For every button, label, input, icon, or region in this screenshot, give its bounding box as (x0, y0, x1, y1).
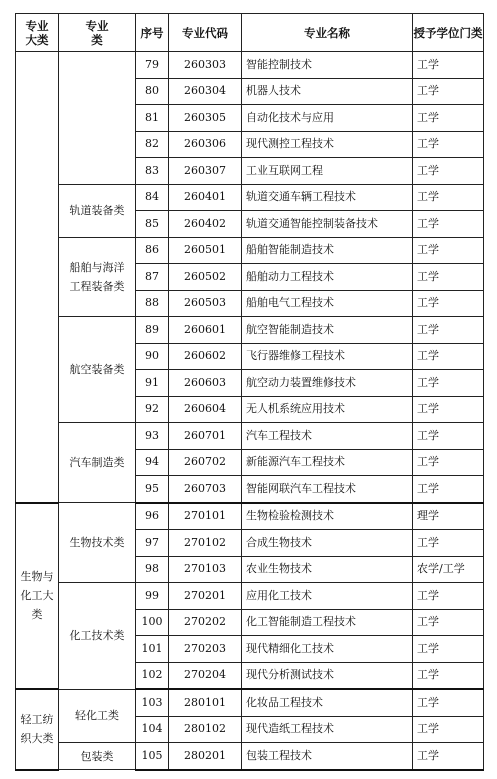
major-name-cell: 应用化工技术 (242, 583, 413, 610)
serial-no-cell: 104 (136, 716, 169, 743)
degree-cell: 工学 (413, 264, 484, 291)
serial-no-cell: 89 (136, 317, 169, 344)
major-code-cell: 260703 (169, 476, 242, 503)
serial-no-cell: 98 (136, 556, 169, 583)
serial-no-cell: 83 (136, 158, 169, 185)
degree-cell: 工学 (413, 211, 484, 238)
major-name-cell: 船舶动力工程技术 (242, 264, 413, 291)
category-cell: 生物技术类 (59, 503, 136, 583)
serial-no-cell: 85 (136, 211, 169, 238)
header-row (16, 14, 484, 52)
serial-no-cell: 90 (136, 343, 169, 370)
serial-no-cell: 86 (136, 237, 169, 264)
serial-no-cell: 80 (136, 78, 169, 105)
header-major-category: 专业 大类 (16, 14, 59, 52)
major-name-cell: 农业生物技术 (242, 556, 413, 583)
category-cell: 化工技术类 (59, 583, 136, 690)
degree-cell: 工学 (413, 105, 484, 132)
serial-no-cell: 94 (136, 449, 169, 476)
degree-cell: 工学 (413, 662, 484, 689)
header-degree: 授予学位门类 (413, 14, 484, 52)
major-code-cell: 260601 (169, 317, 242, 344)
major-name-cell: 生物检验检测技术 (242, 503, 413, 530)
major-category-cell (16, 52, 59, 503)
major-name-cell: 自动化技术与应用 (242, 105, 413, 132)
major-name-cell: 飞行器维修工程技术 (242, 343, 413, 370)
degree-cell: 理学 (413, 503, 484, 530)
major-code-cell: 260402 (169, 211, 242, 238)
major-name-cell: 轨道交通车辆工程技术 (242, 184, 413, 211)
major-name-cell: 船舶电气工程技术 (242, 290, 413, 317)
degree-cell: 农学/工学 (413, 556, 484, 583)
table-row (16, 689, 484, 716)
degree-cell: 工学 (413, 743, 484, 770)
major-name-cell: 汽车工程技术 (242, 423, 413, 450)
major-code-cell: 260306 (169, 131, 242, 158)
major-code-cell: 260602 (169, 343, 242, 370)
header-category: 专业 类 (59, 14, 136, 52)
category-cell: 轨道装备类 (59, 184, 136, 237)
degree-cell: 工学 (413, 636, 484, 663)
major-name-cell: 船舶智能制造技术 (242, 237, 413, 264)
major-name-cell: 轨道交通智能控制装备技术 (242, 211, 413, 238)
major-code-cell: 270203 (169, 636, 242, 663)
serial-no-cell: 103 (136, 689, 169, 716)
serial-no-cell: 100 (136, 609, 169, 636)
major-code-cell: 260604 (169, 396, 242, 423)
serial-no-cell: 82 (136, 131, 169, 158)
major-code-cell: 270201 (169, 583, 242, 610)
major-code-cell: 280101 (169, 689, 242, 716)
serial-no-cell: 97 (136, 530, 169, 557)
major-name-cell: 化妆品工程技术 (242, 689, 413, 716)
degree-cell: 工学 (413, 396, 484, 423)
table-row (16, 52, 484, 79)
degree-cell: 工学 (413, 52, 484, 79)
header-major-code: 专业代码 (169, 14, 242, 52)
major-name-cell: 现代测控工程技术 (242, 131, 413, 158)
major-category-cell: 轻工纺 织大类 (16, 689, 59, 770)
major-code-cell: 270103 (169, 556, 242, 583)
degree-cell: 工学 (413, 158, 484, 185)
major-name-cell: 无人机系统应用技术 (242, 396, 413, 423)
major-code-cell: 260304 (169, 78, 242, 105)
major-name-cell: 现代造纸工程技术 (242, 716, 413, 743)
major-name-cell: 智能控制技术 (242, 52, 413, 79)
major-name-cell: 新能源汽车工程技术 (242, 449, 413, 476)
degree-cell: 工学 (413, 317, 484, 344)
degree-cell: 工学 (413, 78, 484, 105)
table-row (16, 583, 484, 610)
serial-no-cell: 105 (136, 743, 169, 770)
category-cell: 航空装备类 (59, 317, 136, 423)
major-code-cell: 270204 (169, 662, 242, 689)
major-code-cell: 280102 (169, 716, 242, 743)
header-serial-no: 序号 (136, 14, 169, 52)
serial-no-cell: 88 (136, 290, 169, 317)
major-name-cell: 包装工程技术 (242, 743, 413, 770)
category-cell: 船舶与海洋 工程装备类 (59, 237, 136, 317)
degree-cell: 工学 (413, 423, 484, 450)
table-row (16, 423, 484, 450)
header-major-name: 专业名称 (242, 14, 413, 52)
major-code-cell: 260307 (169, 158, 242, 185)
serial-no-cell: 79 (136, 52, 169, 79)
category-cell (59, 52, 136, 185)
major-name-cell: 现代精细化工技术 (242, 636, 413, 663)
serial-no-cell: 87 (136, 264, 169, 291)
table-row (16, 237, 484, 264)
major-code-cell: 260503 (169, 290, 242, 317)
major-code-cell: 260702 (169, 449, 242, 476)
serial-no-cell: 96 (136, 503, 169, 530)
degree-cell: 工学 (413, 184, 484, 211)
major-name-cell: 智能网联汽车工程技术 (242, 476, 413, 503)
table-row (16, 317, 484, 344)
major-name-cell: 合成生物技术 (242, 530, 413, 557)
category-cell: 包装类 (59, 743, 136, 770)
serial-no-cell: 101 (136, 636, 169, 663)
major-name-cell: 现代分析测试技术 (242, 662, 413, 689)
major-code-cell: 260501 (169, 237, 242, 264)
degree-cell: 工学 (413, 716, 484, 743)
table-row (16, 184, 484, 211)
major-name-cell: 化工智能制造工程技术 (242, 609, 413, 636)
degree-cell: 工学 (413, 689, 484, 716)
degree-cell: 工学 (413, 449, 484, 476)
major-code-cell: 270202 (169, 609, 242, 636)
table-body (16, 52, 484, 770)
degree-cell: 工学 (413, 370, 484, 397)
major-code-cell: 280201 (169, 743, 242, 770)
serial-no-cell: 99 (136, 583, 169, 610)
degree-cell: 工学 (413, 476, 484, 503)
major-name-cell: 机器人技术 (242, 78, 413, 105)
degree-cell: 工学 (413, 609, 484, 636)
major-code-cell: 260701 (169, 423, 242, 450)
major-code-cell: 260305 (169, 105, 242, 132)
table-row (16, 503, 484, 530)
degree-cell: 工学 (413, 290, 484, 317)
degree-cell: 工学 (413, 583, 484, 610)
serial-no-cell: 102 (136, 662, 169, 689)
major-code-cell: 260401 (169, 184, 242, 211)
majors-table (15, 13, 484, 771)
major-name-cell: 工业互联网工程 (242, 158, 413, 185)
major-code-cell: 260502 (169, 264, 242, 291)
category-cell: 汽车制造类 (59, 423, 136, 503)
serial-no-cell: 92 (136, 396, 169, 423)
serial-no-cell: 91 (136, 370, 169, 397)
major-code-cell: 260303 (169, 52, 242, 79)
serial-no-cell: 84 (136, 184, 169, 211)
serial-no-cell: 95 (136, 476, 169, 503)
major-code-cell: 260603 (169, 370, 242, 397)
major-name-cell: 航空智能制造技术 (242, 317, 413, 344)
table-row (16, 743, 484, 770)
major-category-cell: 生物与 化工大 类 (16, 503, 59, 690)
degree-cell: 工学 (413, 530, 484, 557)
major-code-cell: 270102 (169, 530, 242, 557)
category-cell: 轻化工类 (59, 689, 136, 743)
major-name-cell: 航空动力装置维修技术 (242, 370, 413, 397)
serial-no-cell: 93 (136, 423, 169, 450)
degree-cell: 工学 (413, 237, 484, 264)
degree-cell: 工学 (413, 343, 484, 370)
major-code-cell: 270101 (169, 503, 242, 530)
degree-cell: 工学 (413, 131, 484, 158)
serial-no-cell: 81 (136, 105, 169, 132)
